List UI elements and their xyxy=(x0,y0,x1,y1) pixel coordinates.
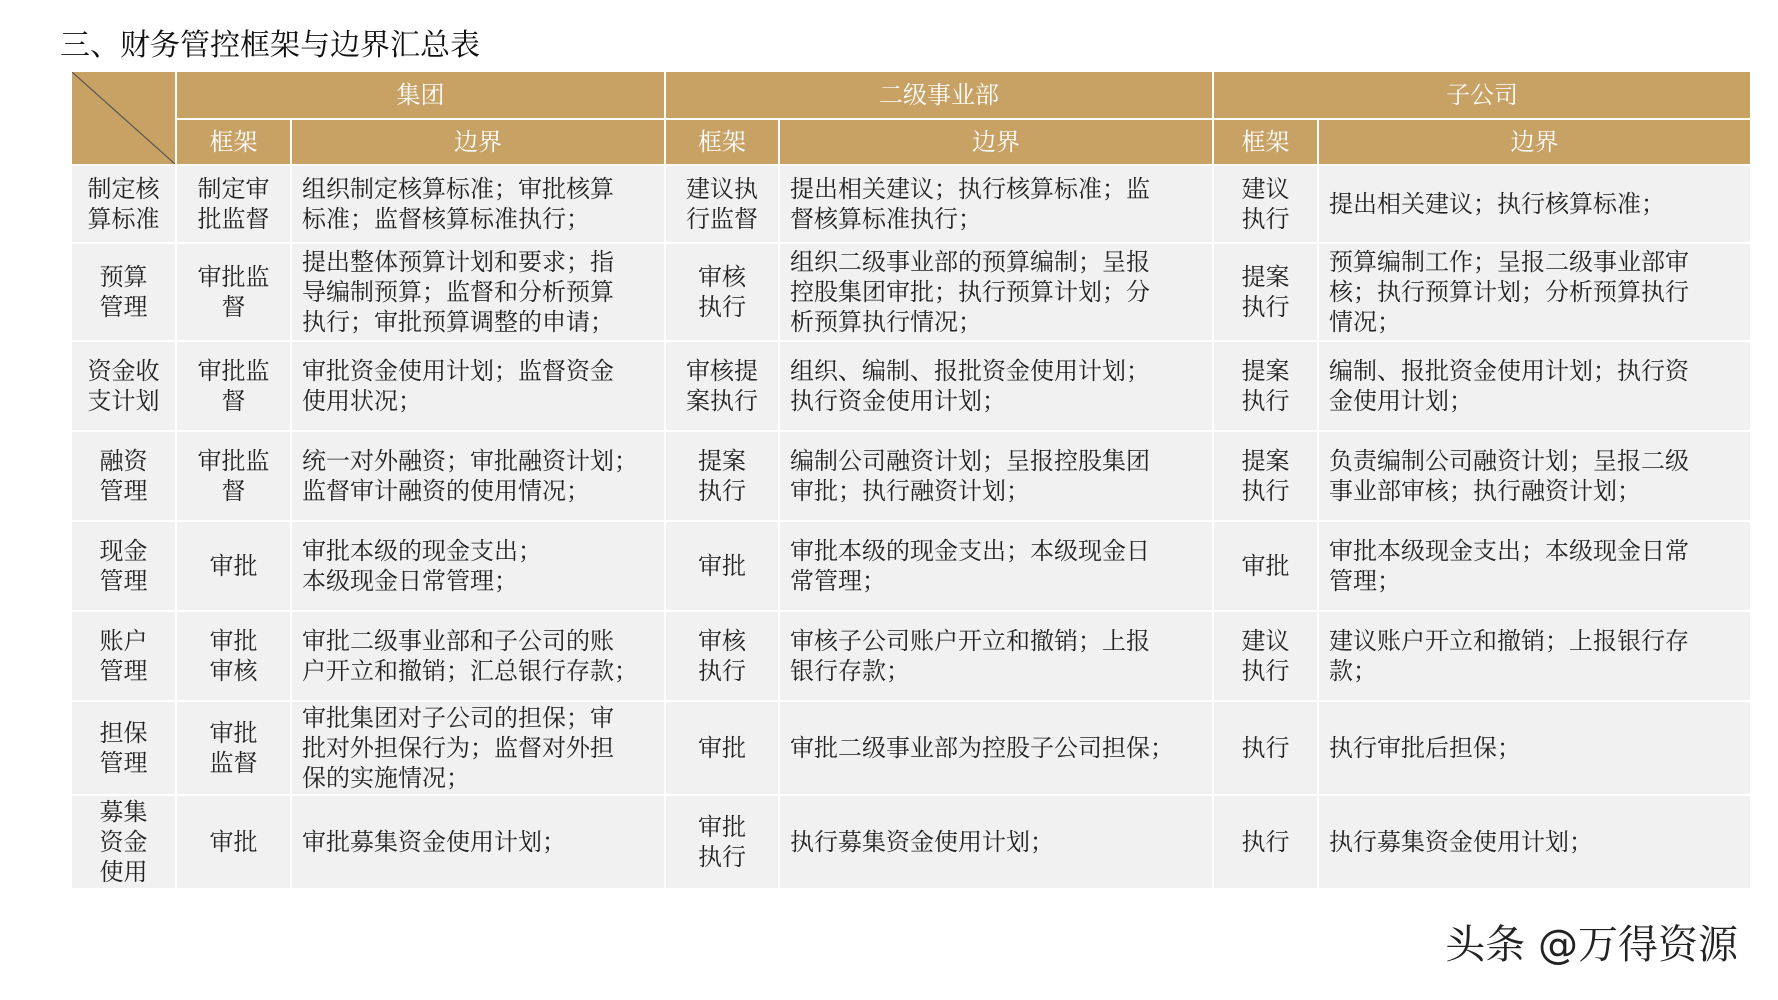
table-row xyxy=(72,166,1750,242)
cell-text-line: 建议 xyxy=(1241,175,1290,203)
division-frame-cell xyxy=(666,244,778,340)
cell-text-line: 资金 xyxy=(99,828,148,856)
table-header xyxy=(72,72,1750,164)
division-frame-cell xyxy=(666,796,778,888)
cell-text-line: 执行 xyxy=(1241,205,1290,233)
corner-diagonal-cell xyxy=(72,72,175,164)
cell-text-line: 提出相关建议；执行核算标准； xyxy=(1329,190,1665,218)
cell-text-line: 审批监 xyxy=(197,447,270,475)
division-boundary-cell xyxy=(780,796,1212,888)
cell-text-line: 执行募集资金使用计划； xyxy=(1329,828,1593,856)
cell-text-line: 建议账户开立和撤销；上报银行存 xyxy=(1329,627,1689,655)
cell-text-line: 组织制定核算标准；审批核算 xyxy=(302,175,614,203)
division-boundary-cell xyxy=(780,166,1212,242)
table-row xyxy=(72,244,1750,340)
cell-text-line: 提案 xyxy=(1241,357,1290,385)
division-frame-cell xyxy=(666,702,778,794)
cell-text-line: 情况； xyxy=(1329,308,1401,336)
subsidiary-boundary-cell xyxy=(1319,612,1750,700)
cell-text-line: 款； xyxy=(1329,657,1377,685)
header-subsidiary-boundary: 边界 xyxy=(1319,120,1750,164)
subsidiary-boundary-cell xyxy=(1319,166,1750,242)
cell-text-line: 批对外担保行为；监督对外担 xyxy=(302,734,614,762)
cell-text-line: 账户 xyxy=(99,627,148,655)
cell-text-line: 保的实施情况； xyxy=(302,764,470,792)
cell-text-line: 审批；执行融资计划； xyxy=(790,477,1030,505)
cell-text-line: 编制公司融资计划；呈报控股集团 xyxy=(790,447,1150,475)
group-boundary-cell xyxy=(292,166,664,242)
cell-text-line: 提案 xyxy=(1241,263,1290,291)
cell-text-line: 执行 xyxy=(698,843,746,871)
cell-text-line: 督 xyxy=(221,293,246,321)
cell-text-line: 银行存款； xyxy=(790,657,910,685)
row-label-cell xyxy=(72,702,175,794)
subsidiary-boundary-cell xyxy=(1319,796,1750,888)
cell-text-line: 审批 xyxy=(1241,552,1290,580)
cell-text-line: 预算编制工作；呈报二级事业部审 xyxy=(1329,248,1689,276)
table-row xyxy=(72,522,1750,610)
subsidiary-boundary-cell xyxy=(1319,342,1750,430)
division-boundary-cell xyxy=(780,244,1212,340)
cell-text-line: 导编制预算；监督和分析预算 xyxy=(302,278,614,306)
cell-text-line: 使用 xyxy=(99,858,148,886)
group-frame-cell xyxy=(177,522,290,610)
cell-text-line: 金使用计划； xyxy=(1329,387,1473,415)
cell-text-line: 建议执 xyxy=(686,175,758,203)
cell-text-line: 审批监 xyxy=(197,357,270,385)
table-row xyxy=(72,342,1750,430)
cell-text-line: 审批本级现金支出；本级现金日常 xyxy=(1329,537,1689,565)
group-boundary-cell xyxy=(292,796,664,888)
cell-text-line: 执行；审批预算调整的申请； xyxy=(302,308,614,336)
group-boundary-cell xyxy=(292,244,664,340)
cell-text-line: 审批 xyxy=(209,719,258,747)
header-subsidiary-frame: 框架 xyxy=(1214,120,1317,164)
cell-text-line: 执行 xyxy=(1241,828,1290,856)
cell-text-line: 审批募集资金使用计划； xyxy=(302,828,566,856)
cell-text-line: 审核 xyxy=(698,627,746,655)
header-group-frame: 框架 xyxy=(177,120,290,164)
table-body xyxy=(72,166,1750,888)
cell-text-line: 管理； xyxy=(1329,567,1401,595)
table-row xyxy=(72,702,1750,794)
cell-text-line: 管理 xyxy=(99,657,148,685)
cell-text-line: 组织、编制、报批资金使用计划； xyxy=(790,357,1150,385)
cell-text-line: 执行审批后担保； xyxy=(1329,734,1521,762)
cell-text-line: 募集 xyxy=(99,798,148,826)
row-label-cell xyxy=(72,522,175,610)
header-group: 集团 xyxy=(177,72,664,118)
group-boundary-cell xyxy=(292,522,664,610)
cell-text-line: 审核 xyxy=(209,657,258,685)
group-frame-cell xyxy=(177,702,290,794)
cell-text-line: 资金收 xyxy=(87,357,160,385)
division-frame-cell xyxy=(666,522,778,610)
group-frame-cell xyxy=(177,432,290,520)
cell-text-line: 审批 xyxy=(698,734,746,762)
group-boundary-cell xyxy=(292,342,664,430)
cell-text-line: 执行 xyxy=(1241,477,1290,505)
header-division-frame: 框架 xyxy=(666,120,778,164)
cell-text-line: 审核 xyxy=(698,263,746,291)
row-label-cell xyxy=(72,612,175,700)
cell-text-line: 建议 xyxy=(1241,627,1290,655)
subsidiary-frame-cell xyxy=(1214,342,1317,430)
subsidiary-frame-cell xyxy=(1214,522,1317,610)
cell-text-line: 审核子公司账户开立和撤销；上报 xyxy=(790,627,1150,655)
cell-text-line: 本级现金日常管理； xyxy=(302,567,518,595)
cell-text-line: 提案 xyxy=(698,447,746,475)
table-row xyxy=(72,796,1750,888)
table-row xyxy=(72,432,1750,520)
cell-text-line: 执行募集资金使用计划； xyxy=(790,828,1054,856)
cell-text-line: 审批 xyxy=(209,627,258,655)
header-division-boundary: 边界 xyxy=(780,120,1212,164)
group-frame-cell xyxy=(177,244,290,340)
group-frame-cell xyxy=(177,166,290,242)
cell-text-line: 事业部审核；执行融资计划； xyxy=(1329,477,1641,505)
cell-text-line: 执行 xyxy=(698,477,746,505)
group-frame-cell xyxy=(177,796,290,888)
subsidiary-boundary-cell xyxy=(1319,432,1750,520)
cell-text-line: 审批监 xyxy=(197,263,270,291)
cell-text-line: 督 xyxy=(221,477,246,505)
group-boundary-cell xyxy=(292,702,664,794)
watermark: 头条 @万得资源 xyxy=(1445,922,1738,968)
cell-text-line: 制定审 xyxy=(197,175,270,203)
cell-text-line: 执行 xyxy=(1241,293,1290,321)
group-frame-cell xyxy=(177,612,290,700)
cell-text-line: 行监督 xyxy=(686,205,758,233)
cell-text-line: 预算 xyxy=(99,263,148,291)
cell-text-line: 执行 xyxy=(698,293,746,321)
cell-text-line: 核；执行预算计划；分析预算执行 xyxy=(1329,278,1689,306)
cell-text-line: 审批 xyxy=(698,813,746,841)
cell-text-line: 现金 xyxy=(99,537,148,565)
cell-text-line: 审批集团对子公司的担保；审 xyxy=(302,704,614,732)
cell-text-line: 户开立和撤销；汇总银行存款； xyxy=(302,657,638,685)
subsidiary-boundary-cell xyxy=(1319,244,1750,340)
cell-text-line: 融资 xyxy=(99,447,148,475)
division-frame-cell xyxy=(666,432,778,520)
subsidiary-frame-cell xyxy=(1214,432,1317,520)
subsidiary-boundary-cell xyxy=(1319,522,1750,610)
cell-text-line: 执行 xyxy=(1241,657,1290,685)
cell-text-line: 审批二级事业部为控股子公司担保； xyxy=(790,734,1174,762)
group-boundary-cell xyxy=(292,612,664,700)
cell-text-line: 负责编制公司融资计划；呈报二级 xyxy=(1329,447,1689,475)
division-boundary-cell xyxy=(780,522,1212,610)
division-boundary-cell xyxy=(780,342,1212,430)
cell-text-line: 监督 xyxy=(209,749,258,777)
cell-text-line: 督核算标准执行； xyxy=(790,205,982,233)
cell-text-line: 审批二级事业部和子公司的账 xyxy=(302,627,614,655)
cell-text-line: 算标准 xyxy=(87,205,160,233)
table-row xyxy=(72,612,1750,700)
cell-text-line: 使用状况； xyxy=(302,387,422,415)
cell-text-line: 编制、报批资金使用计划；执行资 xyxy=(1329,357,1689,385)
cell-text-line: 审批 xyxy=(209,552,258,580)
row-label-cell xyxy=(72,166,175,242)
subsidiary-frame-cell xyxy=(1214,244,1317,340)
cell-text-line: 执行资金使用计划； xyxy=(790,387,1006,415)
division-frame-cell xyxy=(666,166,778,242)
cell-text-line: 常管理； xyxy=(790,567,886,595)
cell-text-line: 批监督 xyxy=(197,205,270,233)
division-frame-cell xyxy=(666,612,778,700)
subsidiary-frame-cell xyxy=(1214,702,1317,794)
cell-text-line: 支计划 xyxy=(87,387,160,415)
row-label-cell xyxy=(72,432,175,520)
group-frame-cell xyxy=(177,342,290,430)
cell-text-line: 统一对外融资；审批融资计划； xyxy=(302,447,638,475)
cell-text-line: 审批 xyxy=(209,828,258,856)
cell-text-line: 提出整体预算计划和要求；指 xyxy=(302,248,614,276)
cell-text-line: 担保 xyxy=(99,719,148,747)
cell-text-line: 组织二级事业部的预算编制；呈报 xyxy=(790,248,1150,276)
cell-text-line: 审批 xyxy=(698,552,746,580)
cell-text-line: 执行 xyxy=(1241,734,1290,762)
division-boundary-cell xyxy=(780,612,1212,700)
cell-text-line: 审批本级的现金支出； xyxy=(302,537,542,565)
cell-text-line: 监督审计融资的使用情况； xyxy=(302,477,590,505)
subsidiary-frame-cell xyxy=(1214,166,1317,242)
cell-text-line: 管理 xyxy=(99,477,148,505)
subsidiary-boundary-cell xyxy=(1319,702,1750,794)
header-subsidiary: 子公司 xyxy=(1214,72,1750,118)
finance-control-table xyxy=(70,70,1752,890)
cell-text-line: 标准；监督核算标准执行； xyxy=(302,205,590,233)
cell-text-line: 审核提 xyxy=(686,357,758,385)
cell-text-line: 执行 xyxy=(698,657,746,685)
cell-text-line: 案执行 xyxy=(686,387,758,415)
cell-text-line: 执行 xyxy=(1241,387,1290,415)
cell-text-line: 审批资金使用计划；监督资金 xyxy=(302,357,614,385)
subsidiary-frame-cell xyxy=(1214,612,1317,700)
cell-text-line: 管理 xyxy=(99,567,148,595)
cell-text-line: 管理 xyxy=(99,749,148,777)
cell-text-line: 制定核 xyxy=(87,175,160,203)
header-group-boundary: 边界 xyxy=(292,120,664,164)
row-label-cell xyxy=(72,244,175,340)
diagonal-line xyxy=(72,72,175,164)
subsidiary-frame-cell xyxy=(1214,796,1317,888)
row-label-cell xyxy=(72,796,175,888)
row-label-cell xyxy=(72,342,175,430)
cell-text-line: 提案 xyxy=(1241,447,1290,475)
cell-text-line: 审批本级的现金支出；本级现金日 xyxy=(790,537,1150,565)
group-boundary-cell xyxy=(292,432,664,520)
cell-text-line: 析预算执行情况； xyxy=(790,308,982,336)
header-division: 二级事业部 xyxy=(666,72,1212,118)
page-title: 三、财务管控框架与边界汇总表 xyxy=(60,28,480,63)
division-frame-cell xyxy=(666,342,778,430)
division-boundary-cell xyxy=(780,432,1212,520)
cell-text-line: 管理 xyxy=(99,293,148,321)
cell-text-line: 提出相关建议；执行核算标准；监 xyxy=(790,175,1150,203)
cell-text-line: 督 xyxy=(221,387,246,415)
division-boundary-cell xyxy=(780,702,1212,794)
cell-text-line: 控股集团审批；执行预算计划；分 xyxy=(790,278,1150,306)
